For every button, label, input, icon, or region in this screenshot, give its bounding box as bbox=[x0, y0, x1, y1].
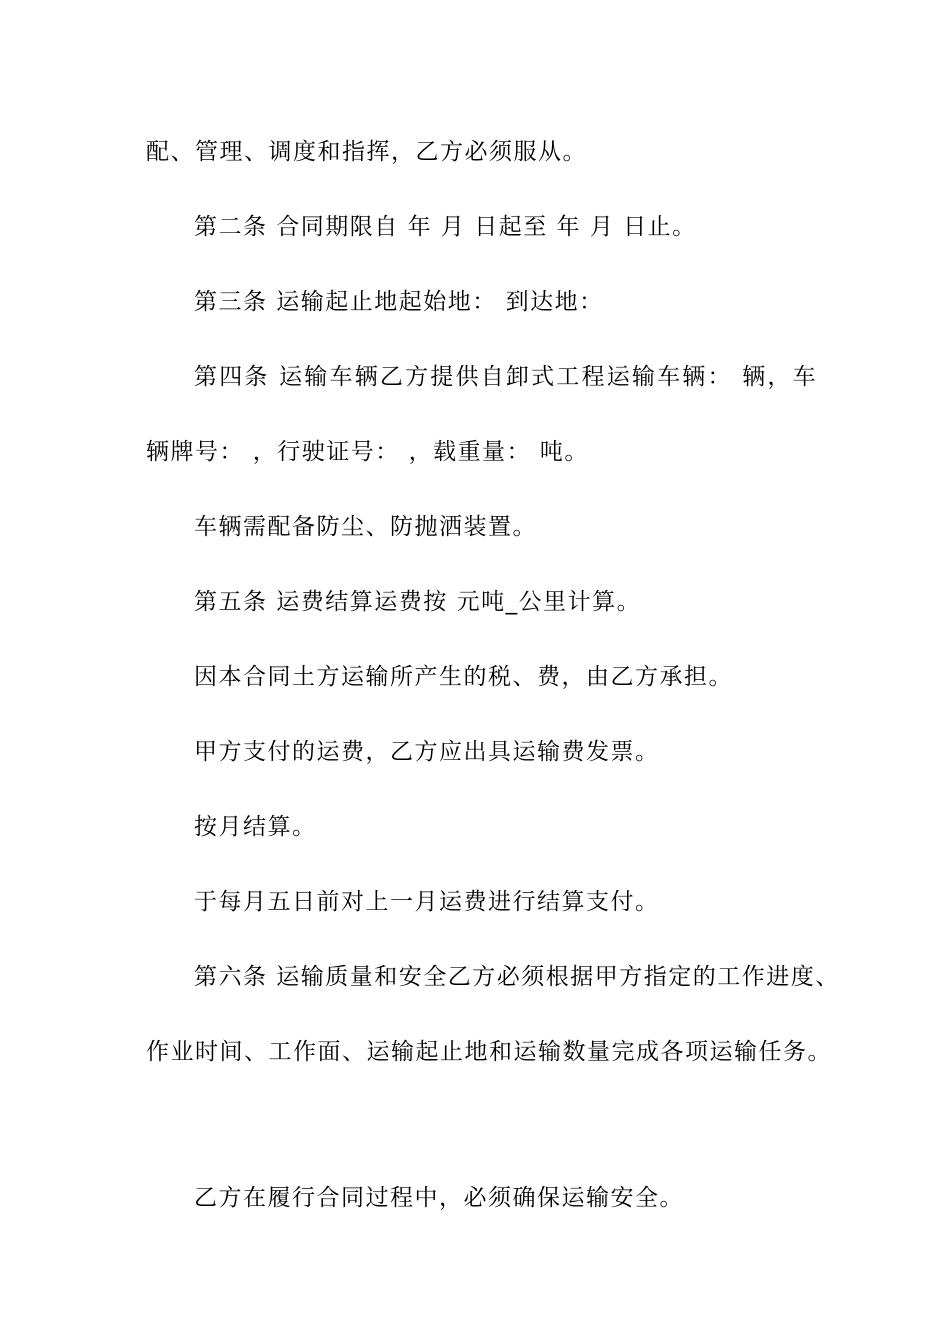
text-line-8: 因本合同土方运输所产生的税、费，由乙方承担。 bbox=[194, 664, 733, 690]
text-line-9: 甲方支付的运费，乙方应出具运输费发票。 bbox=[194, 739, 660, 765]
text-line-2: 第二条 合同期限自 年 月 日起至 年 月 日止。 bbox=[194, 214, 697, 240]
text-line-6: 车辆需配备防尘、防抛洒装置。 bbox=[194, 514, 537, 540]
text-line-10: 按月结算。 bbox=[194, 814, 317, 840]
text-line-3: 第三条 运输起止地起始地： 到达地： bbox=[194, 289, 604, 315]
text-line-5: 辆牌号： ，行驶证号： ，载重量： 吨。 bbox=[146, 439, 589, 465]
text-line-11: 于每月五日前对上一月运费进行结算支付。 bbox=[194, 889, 660, 915]
text-line-1: 配、管理、调度和指挥，乙方必须服从。 bbox=[146, 139, 587, 165]
text-line-4: 第四条 运输车辆乙方提供自卸式工程运输车辆： 辆，车 bbox=[194, 364, 818, 390]
text-line-14: 乙方在履行合同过程中，必须确保运输安全。 bbox=[194, 1185, 684, 1211]
text-line-7: 第五条 运费结算运费按 元吨_公里计算。 bbox=[194, 589, 642, 615]
text-line-12: 第六条 运输质量和安全乙方必须根据甲方指定的工作进度、 bbox=[194, 964, 840, 990]
text-line-13: 作业时间、工作面、运输起止地和运输数量完成各项运输任务。 bbox=[146, 1039, 832, 1065]
